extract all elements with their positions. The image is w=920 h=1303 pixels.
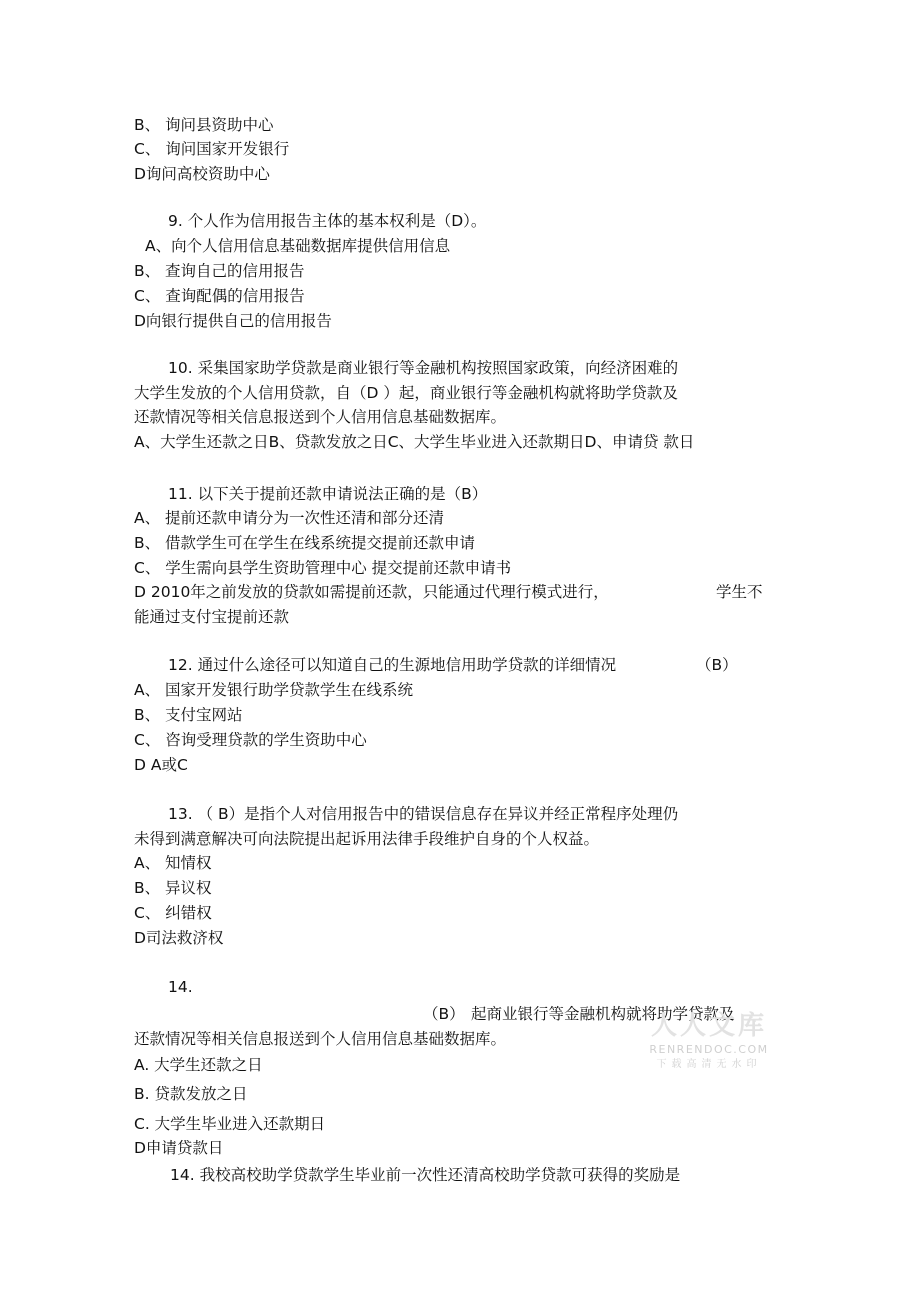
watermark-logo <box>646 1010 772 1072</box>
option-line: D司法救济权 <box>134 929 224 947</box>
option-line: B、 支付宝网站 <box>134 706 243 724</box>
option-line: D A或C <box>134 756 188 774</box>
option-line: D 2010年之前发放的贷款如需提前还款，只能通过代理行模式进行， <box>134 583 609 601</box>
option-line: A、 国家开发银行助学贷款学生在线系统 <box>134 681 414 699</box>
question-12-answer: （B） <box>696 656 738 674</box>
question-12: 12. 通过什么途径可以知道自己的生源地信用助学贷款的详细情况 <box>168 656 617 674</box>
question-9: 9. 个人作为信用报告主体的基本权利是（D）。 <box>168 212 487 230</box>
option-line: 能通过支付宝提前还款 <box>134 608 290 626</box>
question-13-cont: 未得到满意解决可向法院提出起诉用法律手段维护自身的个人权益。 <box>134 830 600 848</box>
option-line: C、 咨询受理贷款的学生资助中心 <box>134 731 367 749</box>
option-line: C、 查询配偶的信用报告 <box>134 287 305 305</box>
question-14-cont: 还款情况等相关信息报送到个人信用信息基础数据库。 <box>134 1030 507 1048</box>
watermark-title: 人人文库 <box>650 1011 767 1041</box>
option-line: A、向个人信用信息基础数据库提供信用信息 <box>145 237 451 255</box>
question-14: 14. <box>168 978 193 996</box>
option-line: D询问高校资助中心 <box>134 165 270 183</box>
option-line: A. 大学生还款之日 <box>134 1056 263 1074</box>
option-line: B、 询问县资助中心 <box>134 116 274 134</box>
option-line: B、 异议权 <box>134 879 212 897</box>
question-14-cont: 起商业银行等金融机构就将助学贷款及 <box>471 1005 735 1023</box>
option-line: C、 询问国家开发银行 <box>134 140 290 158</box>
question-13: 13. （ B）是指个人对信用报告中的错误信息存在异议并经正常程序处理仍 <box>168 805 679 823</box>
question-11: 11. 以下关于提前还款申请说法正确的是（B） <box>168 485 488 503</box>
option-line: B. 贷款发放之日 <box>134 1085 248 1103</box>
option-line: C、 纠错权 <box>134 904 212 922</box>
question-14b: 14. 我校高校助学贷款学生毕业前一次性还清高校助学贷款可获得的奖励是 <box>170 1166 681 1184</box>
option-line: 学生不 <box>716 583 763 601</box>
question-10-cont: 大学生发放的个人信用贷款，自（D ）起，商业银行等金融机构就将助学贷款及 <box>134 384 678 402</box>
option-line: C. 大学生毕业进入还款期日 <box>134 1115 326 1133</box>
option-line: A、 知情权 <box>134 854 212 872</box>
option-line: C、 学生需向县学生资助管理中心 提交提前还款申请书 <box>134 559 512 577</box>
watermark-url: RENRENDOC.COM <box>649 1043 769 1056</box>
option-line: A、 提前还款申请分为一次性还清和部分还清 <box>134 509 445 527</box>
option-line: B、 查询自己的信用报告 <box>134 262 305 280</box>
option-line: D申请贷款日 <box>134 1139 224 1157</box>
option-line: B、 借款学生可在学生在线系统提交提前还款申请 <box>134 534 476 552</box>
watermark-subtitle: 下载高清无水印 <box>656 1059 762 1070</box>
question-14-answer: （B） <box>423 1005 465 1023</box>
option-line: D向银行提供自己的信用报告 <box>134 312 332 330</box>
question-10: 10. 采集国家助学贷款是商业银行等金融机构按照国家政策，向经济困难的 <box>168 359 679 377</box>
question-10-cont: 还款情况等相关信息报送到个人信用信息基础数据库。 <box>134 408 507 426</box>
option-line: A、大学生还款之日B、贷款发放之日C、大学生毕业进入还款期日D、申请贷 款日 <box>134 433 695 451</box>
